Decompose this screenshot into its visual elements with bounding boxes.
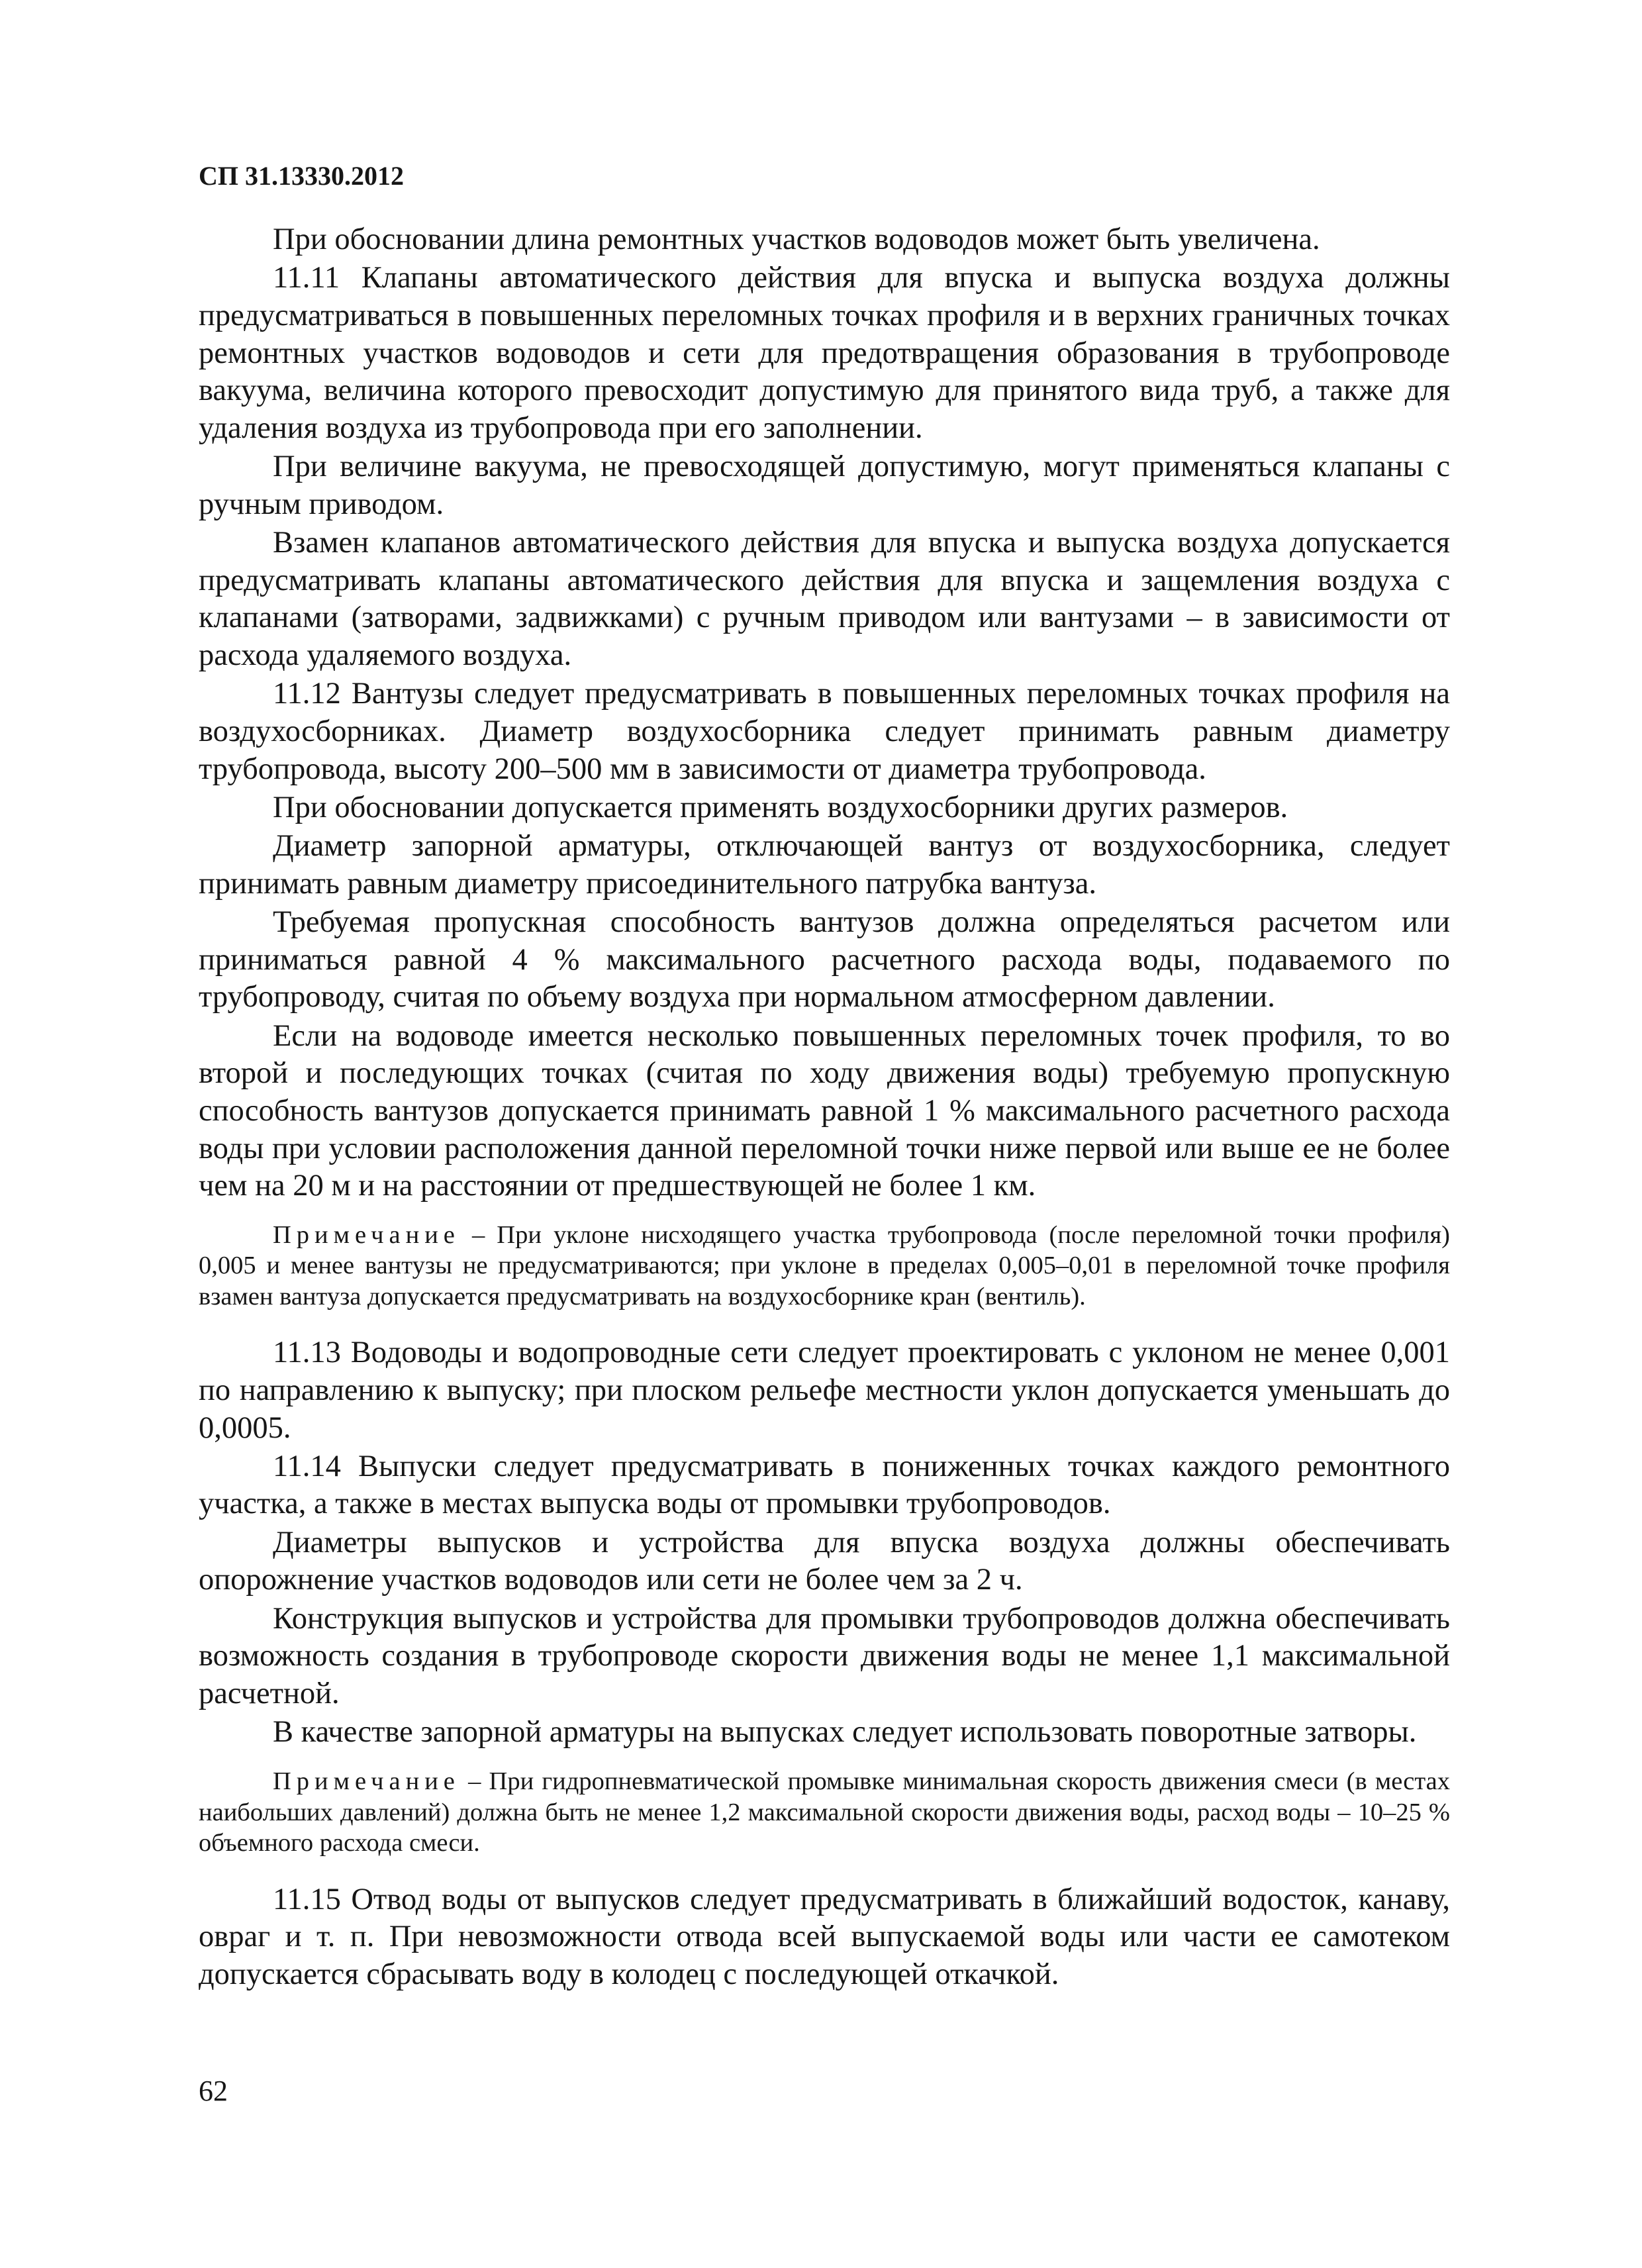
note-text: – При гидропневматической промывке минимальная скорость движения смеси (в местах наибольших давлений) должна быть не менее 1,2 максимальной скорости движения воды, расход воды – 10–25 % объемного расхода смеси.	[199, 1767, 1450, 1857]
clause-11-15: 11.15 Отвод воды от выпусков следует предусматривать в ближайший водосток, канаву, овраг и т. п. При невозможности отвода всей выпускаемой воды или части ее самотеком допускается сбрасывать воду в колодец с последующей откачкой.	[199, 1882, 1450, 1991]
page-content	[199, 159, 1450, 1995]
paragraph: В качестве запорной арматуры на выпусках следует использовать поворотные затворы.	[273, 1715, 1417, 1750]
note-label: Примечание	[273, 1220, 460, 1249]
paragraph: Требуемая пропускная способность вантузов должна определяться расчетом или приниматься равной 4 % максимального расчетного расхода воды, подаваемого по трубопроводу, считая по объему воздуха при нормальном атмосферном давлении.	[199, 905, 1450, 1014]
note-block	[199, 1766, 1450, 1859]
clause-11-12: 11.12 Вантузы следует предусматривать в повышенных переломных точках профиля на воздухосборниках. Диаметр воздухосборника следует принимать равным диаметру трубопровода, высоту 200–500 мм в зависимости от диаметра трубопровода.	[199, 677, 1450, 786]
document-code-header: СП 31.13330.2012	[199, 161, 404, 191]
paragraph: При величине вакуума, не превосходящей допустимую, могут применяться клапаны с ручным приводом.	[199, 450, 1450, 521]
paragraph: При обосновании допускается применять воздухосборники других размеров.	[273, 790, 1288, 824]
page-number: 62	[199, 2075, 228, 2107]
note-text: – При уклоне нисходящего участка трубопровода (после переломной точки профиля) 0,005 и менее вантузы не предусматриваются; при уклоне в пределах 0,005–0,01 в переломной точке профиля взамен вантуза допускается предусматривать на воздухосборнике кран (вентиль).	[199, 1220, 1450, 1310]
paragraph: Диаметры выпусков и устройства для впуска воздуха должны обеспечивать опорожнение участков водоводов или сети не более чем за 2 ч.	[199, 1525, 1450, 1597]
note-block	[199, 1220, 1450, 1312]
clause-11-13: 11.13 Водоводы и водопроводные сети следует проектировать с уклоном не менее 0,001 по направлению к выпуску; при плоском рельефе местности уклон допускается уменьшать до 0,0005.	[199, 1336, 1450, 1445]
paragraph: Диаметр запорной арматуры, отключающей вантуз от воздухосборника, следует принимать равным диаметру присоединительного патрубка вантуза.	[199, 829, 1450, 901]
clause-11-11: 11.11 Клапаны автоматического действия для впуска и выпуска воздуха должны предусматриваться в повышенных переломных точках профиля и в верхних граничных точках ремонтных участков водоводов и сети для предотвращения образования в трубопроводе вакуума, величина которого превосходит допустимую для принятого вида труб, а также для удаления воздуха из трубопровода при его заполнении.	[199, 261, 1450, 445]
paragraph: Взамен клапанов автоматического действия для впуска и выпуска воздуха допускается предусматривать клапаны автоматического действия для впуска и защемления воздуха с клапанами (затворами, задвижками) с ручным приводом или вантузами – в зависимости от расхода удаляемого воздуха.	[199, 526, 1450, 672]
paragraph: Если на водоводе имеется несколько повышенных переломных точек профиля, то во второй и последующих точках (считая по ходу движения воды) требуемую пропускную способность вантузов допускается принимать равной 1 % максимального расчетного расхода воды при условии расположения данной переломной точки ниже первой или выше ее не более чем на 20 м и на расстоянии от предшествующей не более 1 км.	[199, 1018, 1450, 1203]
clause-11-14: 11.14 Выпуски следует предусматривать в пониженных точках каждого ремонтного участка, а также в местах выпуска воды от промывки трубопроводов.	[199, 1449, 1450, 1521]
note-label: Примечание	[273, 1767, 460, 1796]
paragraph: Конструкция выпусков и устройства для промывки трубопроводов должна обеспечивать возможность создания в трубопроводе скорости движения воды не менее 1,1 максимальной расчетной.	[199, 1601, 1450, 1711]
paragraph: При обосновании длина ремонтных участков водоводов может быть увеличена.	[273, 222, 1320, 256]
